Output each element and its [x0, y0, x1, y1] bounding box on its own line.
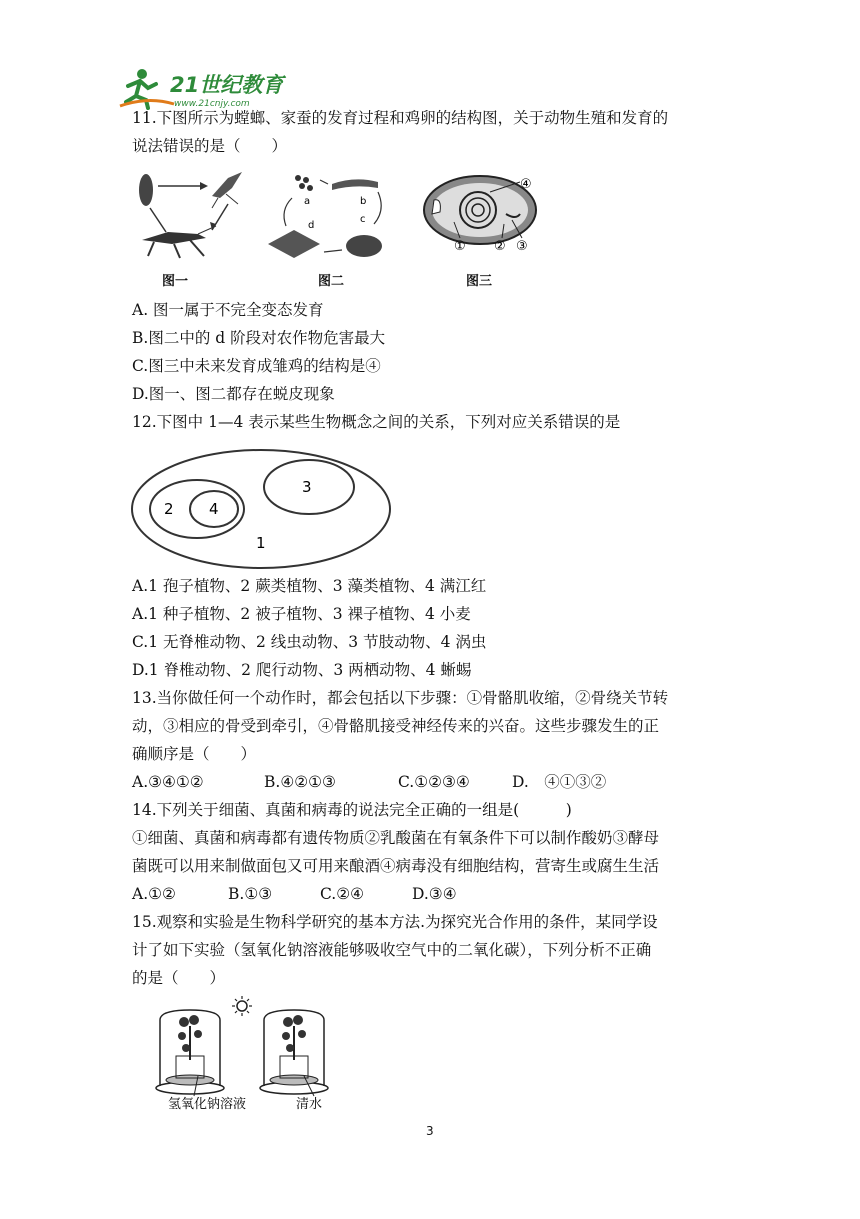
q13-option-b: B.④②①③ — [264, 773, 336, 791]
runner-icon — [120, 69, 174, 108]
bell-jar-right-icon — [260, 1010, 328, 1096]
eggs-icon — [295, 175, 313, 191]
q11-option-c: C.图三中未来发育成雏鸡的结构是④ — [132, 357, 381, 375]
adult-insect-icon — [142, 232, 206, 244]
fig3-label-1: ① — [454, 239, 466, 254]
q11-stem-line2: 说法错误的是（ ） — [132, 137, 288, 155]
figure-q12-venn-diagram — [130, 448, 392, 574]
venn-label-4: 4 — [209, 500, 219, 518]
figure-2-silkworm-development — [260, 170, 390, 268]
venn-label-3: 3 — [302, 478, 312, 496]
q13-stem-line3: 确顺序是（ ） — [132, 745, 257, 763]
q14-option-c: C.②④ — [320, 885, 365, 903]
bell-jar-left-icon — [156, 1010, 224, 1096]
q14-body-line1: ①细菌、真菌和病毒都有遗传物质②乳酸菌在有氧条件下可以制作酸奶③酵母 — [132, 829, 660, 847]
figure-1-mantis-development — [128, 168, 252, 264]
cocoon-icon — [346, 235, 382, 257]
figure-2-caption: 图二 — [318, 274, 345, 289]
q13-stem-line1: 13.当你做任何一个动作时，都会包括以下步骤：①骨骼肌收缩，②骨绕关节转 — [132, 689, 669, 707]
page-number: 3 — [426, 1124, 434, 1138]
q13-option-a: A.③④①② — [132, 773, 204, 791]
fig2-label-b: b — [360, 196, 367, 207]
figure-1-caption: 图一 — [162, 274, 189, 289]
q12-stem: 12.下图中 1—4 表示某些生物概念之间的关系，下列对应关系错误的是 — [132, 413, 621, 431]
fig2-label-c: c — [360, 214, 366, 225]
q11-option-b: B.图二中的 d 阶段对农作物危害最大 — [132, 329, 386, 347]
q15-stem-line2: 计了如下实验（氢氧化钠溶液能够吸收空气中的二氧化碳），下列分析不正确 — [132, 941, 652, 959]
q14-option-b: B.①③ — [228, 885, 273, 903]
q11-option-a: A. 图一属于不完全变态发育 — [132, 301, 324, 319]
q15-stem-line3: 的是（ ） — [132, 969, 226, 987]
logo-url: www.21cnjy.com — [174, 99, 250, 109]
venn-label-1: 1 — [256, 534, 266, 552]
q12-option-2: A.1 种子植物、2 被子植物、3 裸子植物、4 小麦 — [132, 605, 471, 623]
fig3-label-3: ③ — [516, 239, 528, 254]
figure-q15-experiment — [154, 996, 354, 1116]
q12-option-4: D.1 脊椎动物、2 爬行动物、3 两栖动物、4 蜥蜴 — [132, 661, 472, 679]
q12-option-1: A.1 孢子植物、2 蕨类植物、3 藻类植物、4 满江红 — [132, 577, 487, 595]
figure-3-egg-structure — [420, 172, 544, 264]
label-naoh-solution: 氢氧化钠溶液 — [168, 1097, 247, 1112]
q14-stem: 14.下列关于细菌、真菌和病毒的说法完全正确的一组是( ) — [132, 801, 572, 819]
q14-body-line2: 菌既可以用来制做面包又可用来酿酒④病毒没有细胞结构，营寄生或腐生生活 — [132, 857, 660, 875]
fig2-label-a: a — [304, 196, 311, 207]
q11-stem-line1: 11.下图所示为螳螂、家蚕的发育过程和鸡卵的结构图，关于动物生殖和发育的 — [132, 109, 669, 127]
q13-option-d: D. ④①③② — [512, 773, 607, 791]
venn-label-2: 2 — [164, 500, 174, 518]
fig3-label-2: ② — [494, 239, 506, 254]
larva-icon — [332, 179, 378, 190]
logo-text: 21世纪教育 — [170, 73, 284, 97]
label-clear-water: 清水 — [296, 1097, 323, 1112]
q14-option-d: D.③④ — [412, 885, 457, 903]
sun-icon — [232, 996, 252, 1016]
q13-option-c: C.①②③④ — [398, 773, 470, 791]
moth-icon — [268, 230, 320, 258]
egg-case-icon — [139, 174, 153, 206]
q13-stem-line2: 动，③相应的骨受到牵引，④骨骼肌接受神经传来的兴奋。这些步骤发生的正 — [132, 717, 660, 735]
q15-stem-line1: 15.观察和实验是生物科学研究的基本方法.为探究光合作用的条件，某同学设 — [132, 913, 658, 931]
nymph-icon — [212, 172, 242, 198]
figure-3-caption: 图三 — [466, 274, 493, 289]
q12-option-3: C.1 无脊椎动物、2 线虫动物、3 节肢动物、4 涡虫 — [132, 633, 487, 651]
q14-option-a: A.①② — [132, 885, 176, 903]
q11-option-d: D.图一、图二都存在蜕皮现象 — [132, 385, 335, 403]
fig2-label-d: d — [308, 220, 315, 231]
fig3-label-4: ④ — [520, 177, 532, 192]
